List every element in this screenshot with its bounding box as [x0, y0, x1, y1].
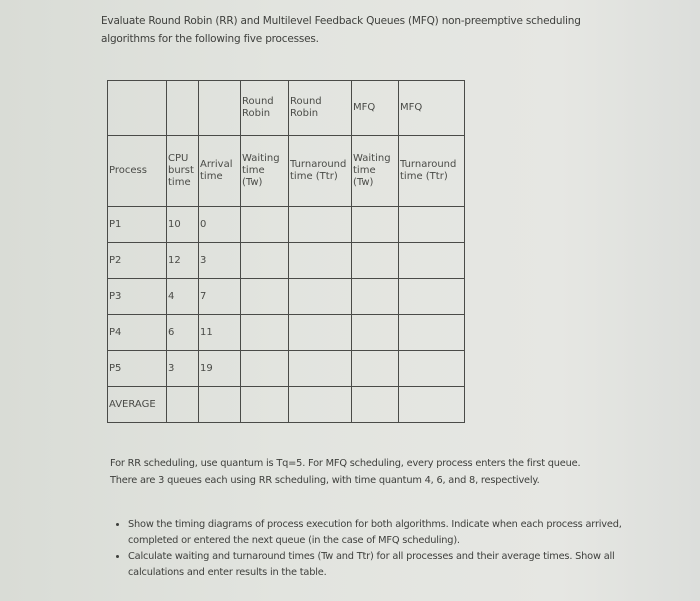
- table-cell: P2: [108, 243, 167, 279]
- header-cell: Process: [108, 136, 167, 207]
- group-header-cell: [199, 81, 241, 136]
- table-cell: [399, 279, 465, 315]
- header-cell: Turnaround time (Ttr): [289, 136, 352, 207]
- table-cell: [289, 351, 352, 387]
- table-row: [108, 243, 465, 279]
- table-cell: [167, 387, 199, 423]
- table-cell: [399, 207, 465, 243]
- task-item: • Show the timing diagrams of process execution for both algorithms. Indicate when each process arrived, completed or entered the next queue (in the case of MFQ scheduling).: [128, 517, 628, 549]
- table-cell: 7: [199, 279, 241, 315]
- table-cell: [352, 243, 399, 279]
- group-header-cell: MFQ: [399, 81, 465, 136]
- table-cell: [399, 351, 465, 387]
- instructions-note: For RR scheduling, use quantum is Tq=5. For MFQ scheduling, every process enters the first queue. There are 3 queues each using RR scheduling, with time quantum 4, 6, and 8, respectively.: [110, 458, 581, 486]
- table-cell: [241, 207, 289, 243]
- table-cell: 11: [199, 315, 241, 351]
- table-cell: AVERAGE: [108, 387, 167, 423]
- table-cell: 4: [167, 279, 199, 315]
- table-cell: [199, 387, 241, 423]
- table-cell: 10: [167, 207, 199, 243]
- group-header-cell: [167, 81, 199, 136]
- table-cell: [289, 207, 352, 243]
- group-header-cell: MFQ: [352, 81, 399, 136]
- table-cell: [352, 387, 399, 423]
- table-cell: [399, 315, 465, 351]
- table-cell: [399, 387, 465, 423]
- table-cell: [399, 243, 465, 279]
- table-cell: 6: [167, 315, 199, 351]
- task-list: [110, 517, 628, 581]
- header-cell: Waiting time (Tw): [352, 136, 399, 207]
- group-header-cell: [108, 81, 167, 136]
- header-cell: Arrival time: [199, 136, 241, 207]
- table-cell: P1: [108, 207, 167, 243]
- table-row: [108, 315, 465, 351]
- table-row: [108, 279, 465, 315]
- table-row: [108, 387, 465, 423]
- table-cell: [352, 279, 399, 315]
- table-cell: [241, 279, 289, 315]
- group-header-row: [108, 81, 465, 136]
- table-cell: [241, 315, 289, 351]
- table-cell: [241, 351, 289, 387]
- table-cell: 3: [167, 351, 199, 387]
- header-cell: CPU burst time: [167, 136, 199, 207]
- header-cell: Turnaround time (Ttr): [399, 136, 465, 207]
- table-cell: P3: [108, 279, 167, 315]
- task-item: • Calculate waiting and turnaround times (Tw and Ttr) for all processes and their average times. Show all calculations and enter results in the table.: [128, 549, 628, 581]
- group-header-cell: Round Robin: [289, 81, 352, 136]
- table-cell: 3: [199, 243, 241, 279]
- table-cell: [241, 387, 289, 423]
- table-cell: 0: [199, 207, 241, 243]
- table-cell: 19: [199, 351, 241, 387]
- table-cell: [289, 387, 352, 423]
- table-cell: [352, 315, 399, 351]
- header-cell: Waiting time (Tw): [241, 136, 289, 207]
- table-cell: P5: [108, 351, 167, 387]
- intro-text: Evaluate Round Robin (RR) and Multilevel Feedback Queues (MFQ) non-preemptive scheduling algorithms for the following five processes.: [101, 15, 581, 45]
- table-cell: [352, 351, 399, 387]
- table-cell: [352, 207, 399, 243]
- table-cell: [289, 315, 352, 351]
- table-cell: 12: [167, 243, 199, 279]
- header-row: [108, 136, 465, 207]
- table-cell: [289, 279, 352, 315]
- group-header-cell: Round Robin: [241, 81, 289, 136]
- table-row: [108, 207, 465, 243]
- table-row: [108, 351, 465, 387]
- scheduling-table: [107, 80, 465, 423]
- table-cell: P4: [108, 315, 167, 351]
- table-cell: [241, 243, 289, 279]
- table-cell: [289, 243, 352, 279]
